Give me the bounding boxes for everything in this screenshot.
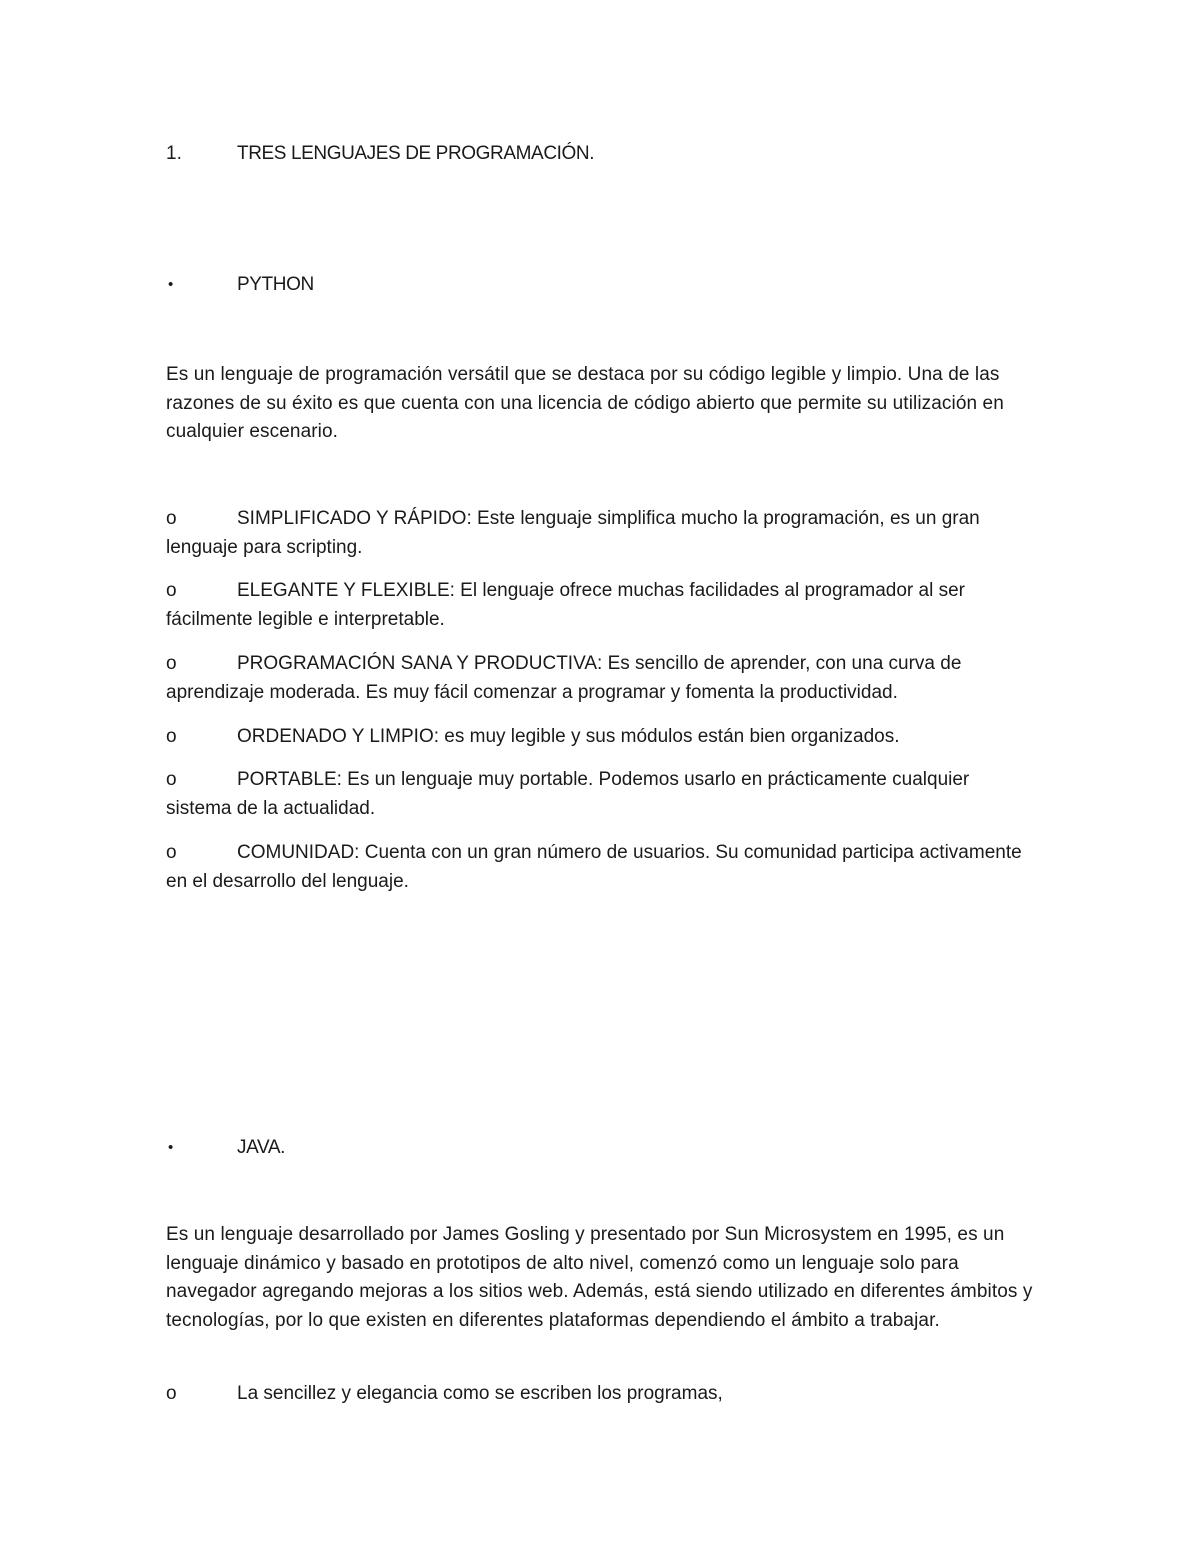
list-item-text: ELEGANTE Y FLEXIBLE: El lenguaje ofrece muchas facilidades al programador al ser fácilmente legible e interpretable. [166,580,966,630]
list-item [166,650,1036,707]
circle-marker: o [166,842,177,863]
heading-number: 1. [166,143,182,164]
circle-marker: o [166,1383,177,1404]
list-item [166,577,1036,634]
circle-marker: o [166,653,177,674]
python-intro: Es un lenguaje de programación versátil que se destaca por su código legible y limpio. Una de las razones de su éxito es que cuenta con una licencia de código abierto que permite su utilización en cualquier escenario. [166,364,1004,442]
circle-marker: o [166,726,177,747]
list-item [166,505,1036,562]
list-item [166,766,1036,823]
list-item-text: PORTABLE: Es un lenguaje muy portable. Podemos usarlo en prácticamente cualquier sistema de la actualidad. [166,769,970,819]
list-item-text: SIMPLIFICADO Y RÁPIDO: Este lenguaje simplifica mucho la programación, es un gran lenguaje para scripting. [166,508,980,558]
java-intro: Es un lenguaje desarrollado por James Gosling y presentado por Sun Microsystem en 1995, es un lenguaje dinámico y basado en prototipos de alto nivel, comenzó como un lenguaje solo para navegador agregando mejoras a los sitios web. Además, está siendo utilizado en diferentes ámbitos y tecnologías, por lo que existen en diferentes plataformas dependiendo el ámbito a trabajar. [166,1224,1033,1331]
python-title: PYTHON [237,274,314,295]
list-item-text: ORDENADO Y LIMPIO: es muy legible y sus módulos están bien organizados. [237,726,900,747]
circle-marker: o [166,580,177,601]
bullet-icon: • [168,1139,174,1156]
list-item-text: COMUNIDAD: Cuenta con un gran número de usuarios. Su comunidad participa activamente en el desarrollo del lenguaje. [166,842,1022,892]
circle-marker: o [166,508,177,529]
list-item [166,1380,1036,1409]
bullet-icon: • [168,276,174,293]
list-item [166,723,1036,752]
java-title: JAVA. [237,1137,285,1158]
circle-marker: o [166,769,177,790]
list-item-text: PROGRAMACIÓN SANA Y PRODUCTIVA: Es sencillo de aprender, con una curva de aprendizaje moderada. Es muy fácil comenzar a programar y fomenta la productividad. [166,653,962,703]
list-item-text: La sencillez y elegancia como se escriben los programas, [237,1383,723,1404]
heading-text: TRES LENGUAJES DE PROGRAMACIÓN. [237,143,595,164]
list-item [166,839,1036,896]
